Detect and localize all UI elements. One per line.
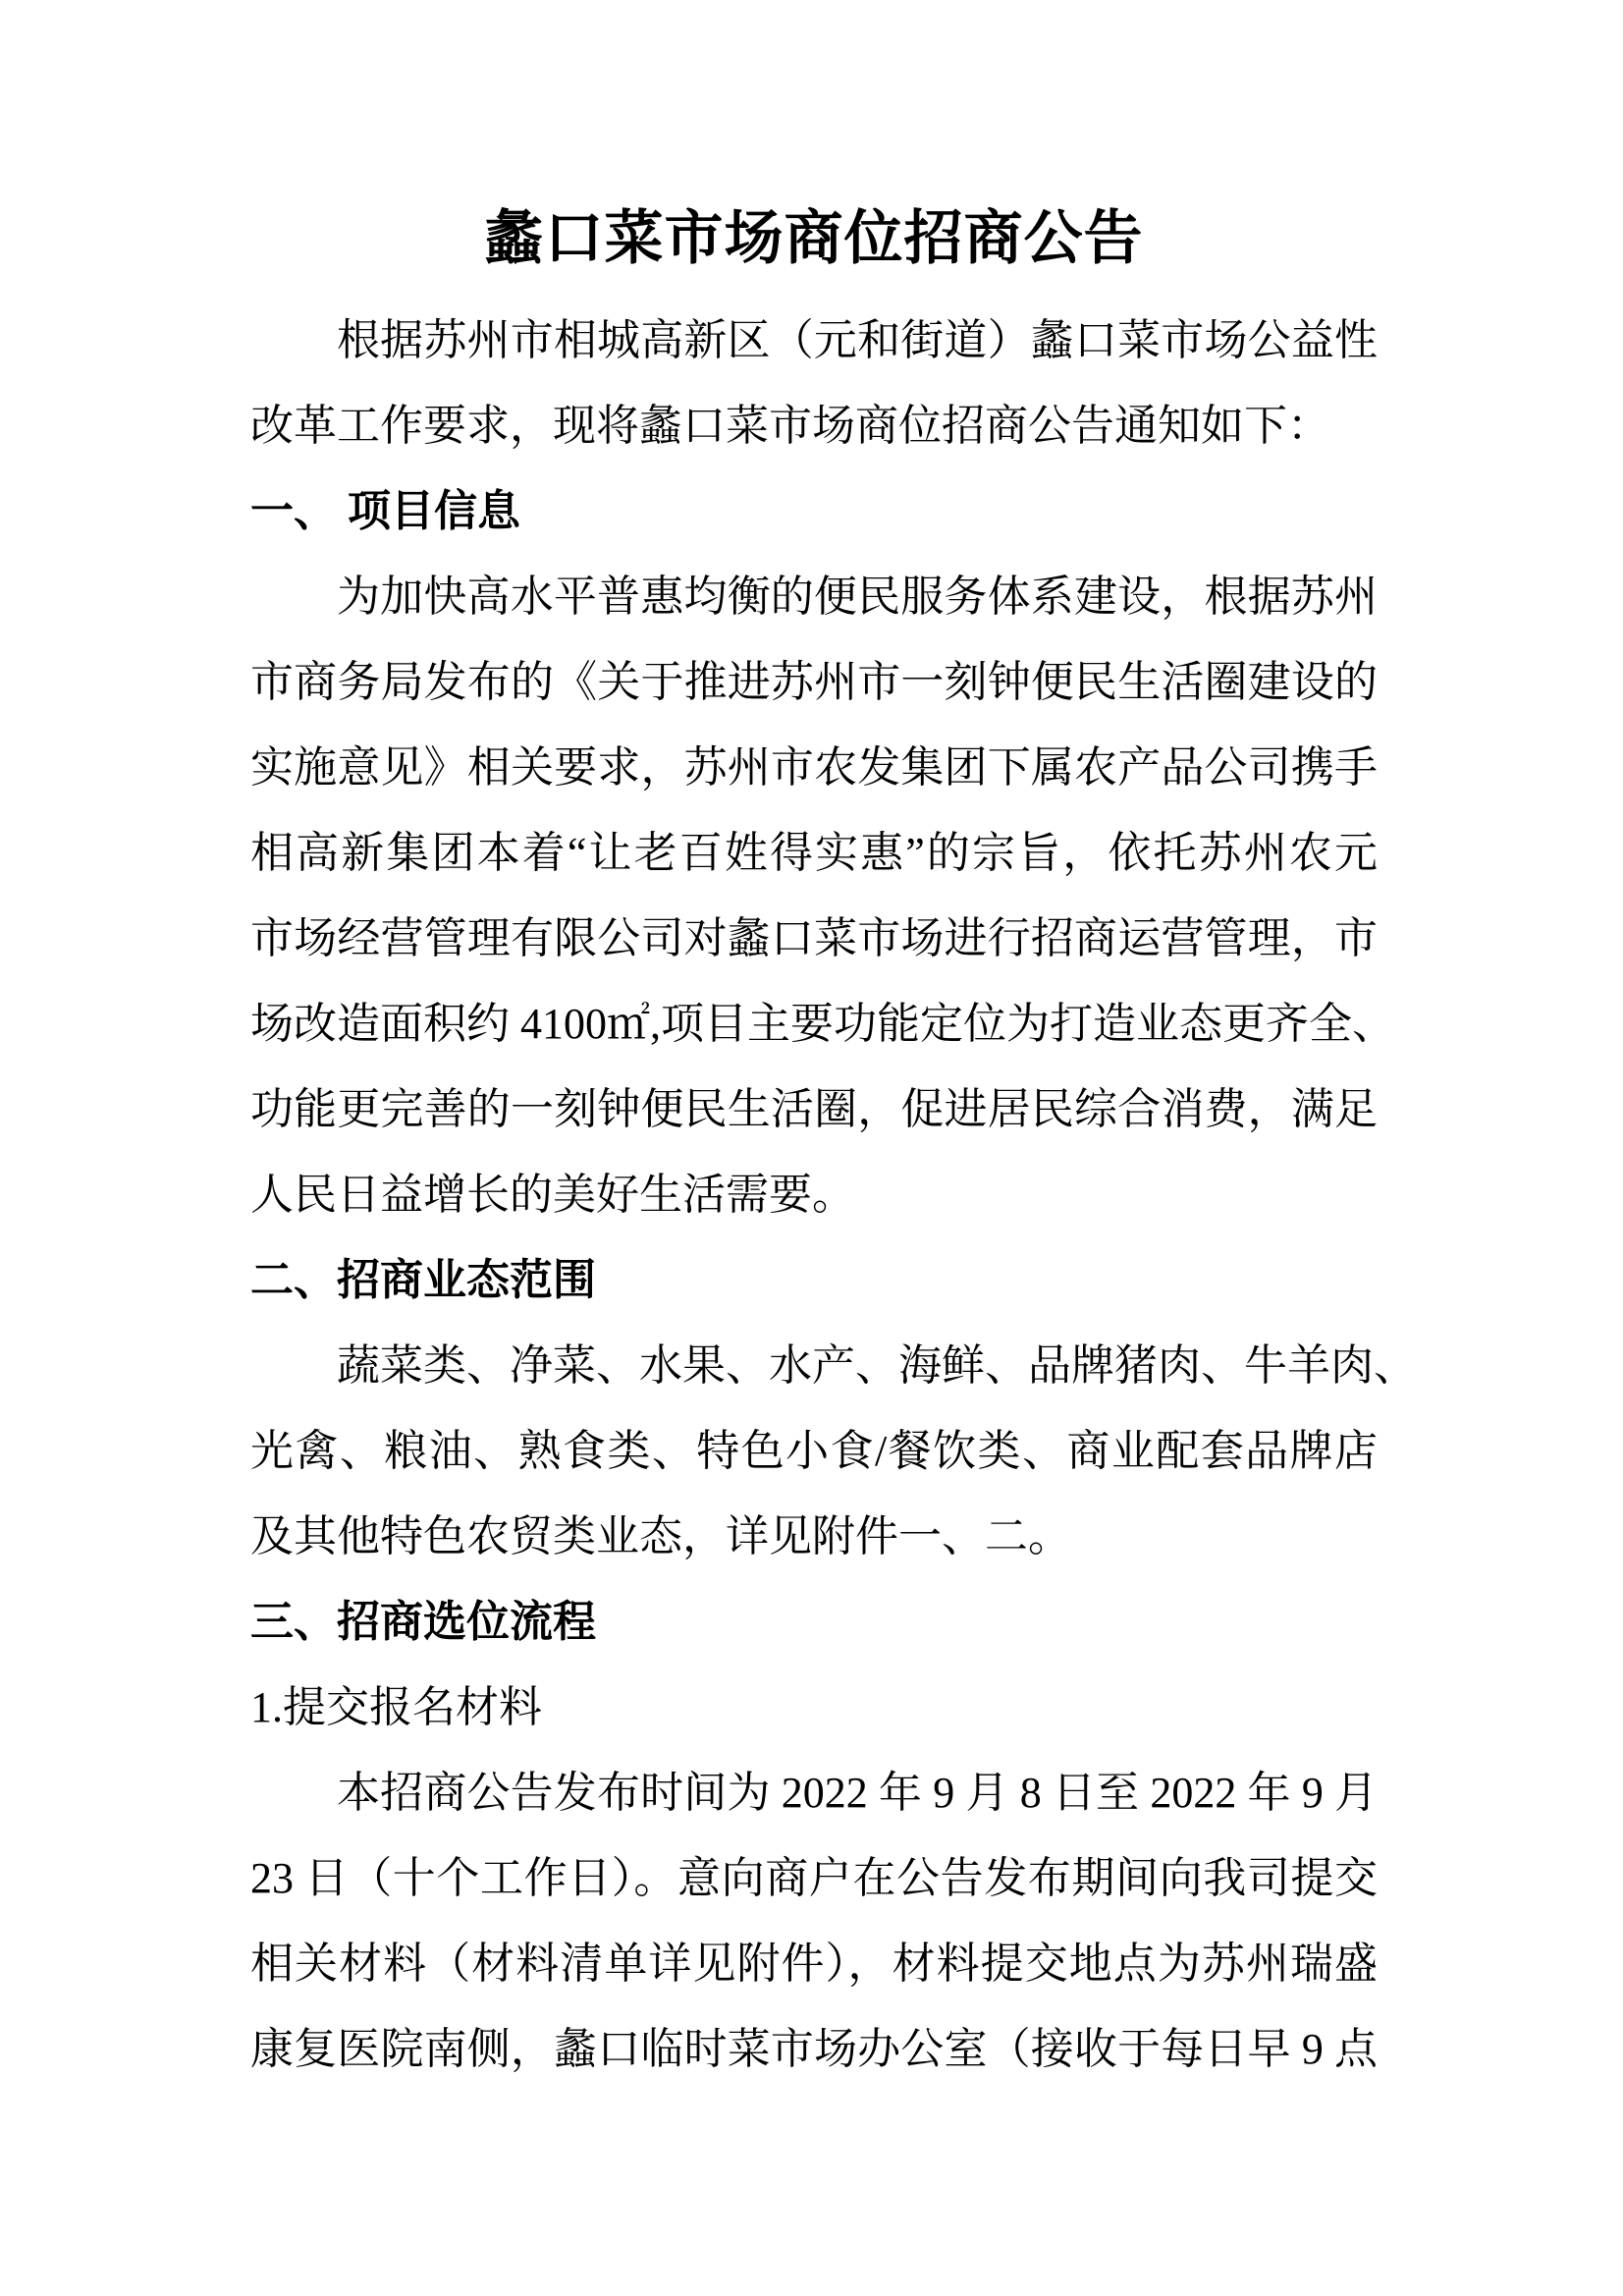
document-line: 市场经营管理有限公司对蠡口菜市场进行招商运营管理，市 <box>250 914 1378 962</box>
document-line: 及其他特色农贸类业态，详见附件一、二。 <box>250 1512 1071 1560</box>
document-line: 实施意见》相关要求，苏州市农发集团下属农产品公司携手 <box>250 743 1378 792</box>
document-line: 二、招商业态范围 <box>250 1256 596 1304</box>
document-line: 功能更完善的一刻钟便民生活圈，促进居民综合消费，满足 <box>250 1085 1378 1133</box>
document-line: 根据苏州市相城高新区（元和街道）蠡口菜市场公益性 <box>337 316 1378 364</box>
document-line: 蔬菜类、净菜、水果、水产、海鲜、品牌猪肉、牛羊肉、 <box>337 1341 1417 1390</box>
document-line: 市商务局发布的《关于推进苏州市一刻钟便民生活圈建设的 <box>250 658 1378 706</box>
document-line: 本招商公告发布时间为 2022 年 9 月 8 日至 2022 年 9 月 <box>337 1769 1378 1817</box>
document-line: 相高新集团本着“让老百姓得实惠”的宗旨，依托苏州农元 <box>250 829 1378 877</box>
document-line: 为加快高水平普惠均衡的便民服务体系建设，根据苏州 <box>337 573 1378 621</box>
document-line: 1.提交报名材料 <box>250 1683 542 1731</box>
document-line: 三、招商选位流程 <box>250 1598 596 1646</box>
document-line: 一、 项目信息 <box>250 487 520 535</box>
document-line: 23 日（十个工作日）。意向商户在公告发布期间向我司提交 <box>250 1854 1378 1902</box>
document-line: 光禽、粮油、熟食类、特色小食/餐饮类、商业配套品牌店 <box>250 1427 1378 1475</box>
document-line: 改革工作要求，现将蠡口菜市场商位招商公告通知如下： <box>250 402 1330 450</box>
document-body <box>250 298 1417 2092</box>
document-line: 康复医院南侧，蠡口临时菜市场办公室（接收于每日早 9 点 <box>250 2025 1378 2073</box>
document-content <box>250 0 1417 2092</box>
document-line: 相关材料（材料清单详见附件），材料提交地点为苏州瑞盛 <box>250 1940 1378 1988</box>
document-line: 场改造面积约 4100㎡,项目主要功能定位为打造业态更齐全、 <box>250 1000 1395 1048</box>
document-title: 蠡口菜市场商位招商公告 <box>484 206 1144 271</box>
document-line: 人民日益增长的美好生活需要。 <box>250 1171 855 1219</box>
